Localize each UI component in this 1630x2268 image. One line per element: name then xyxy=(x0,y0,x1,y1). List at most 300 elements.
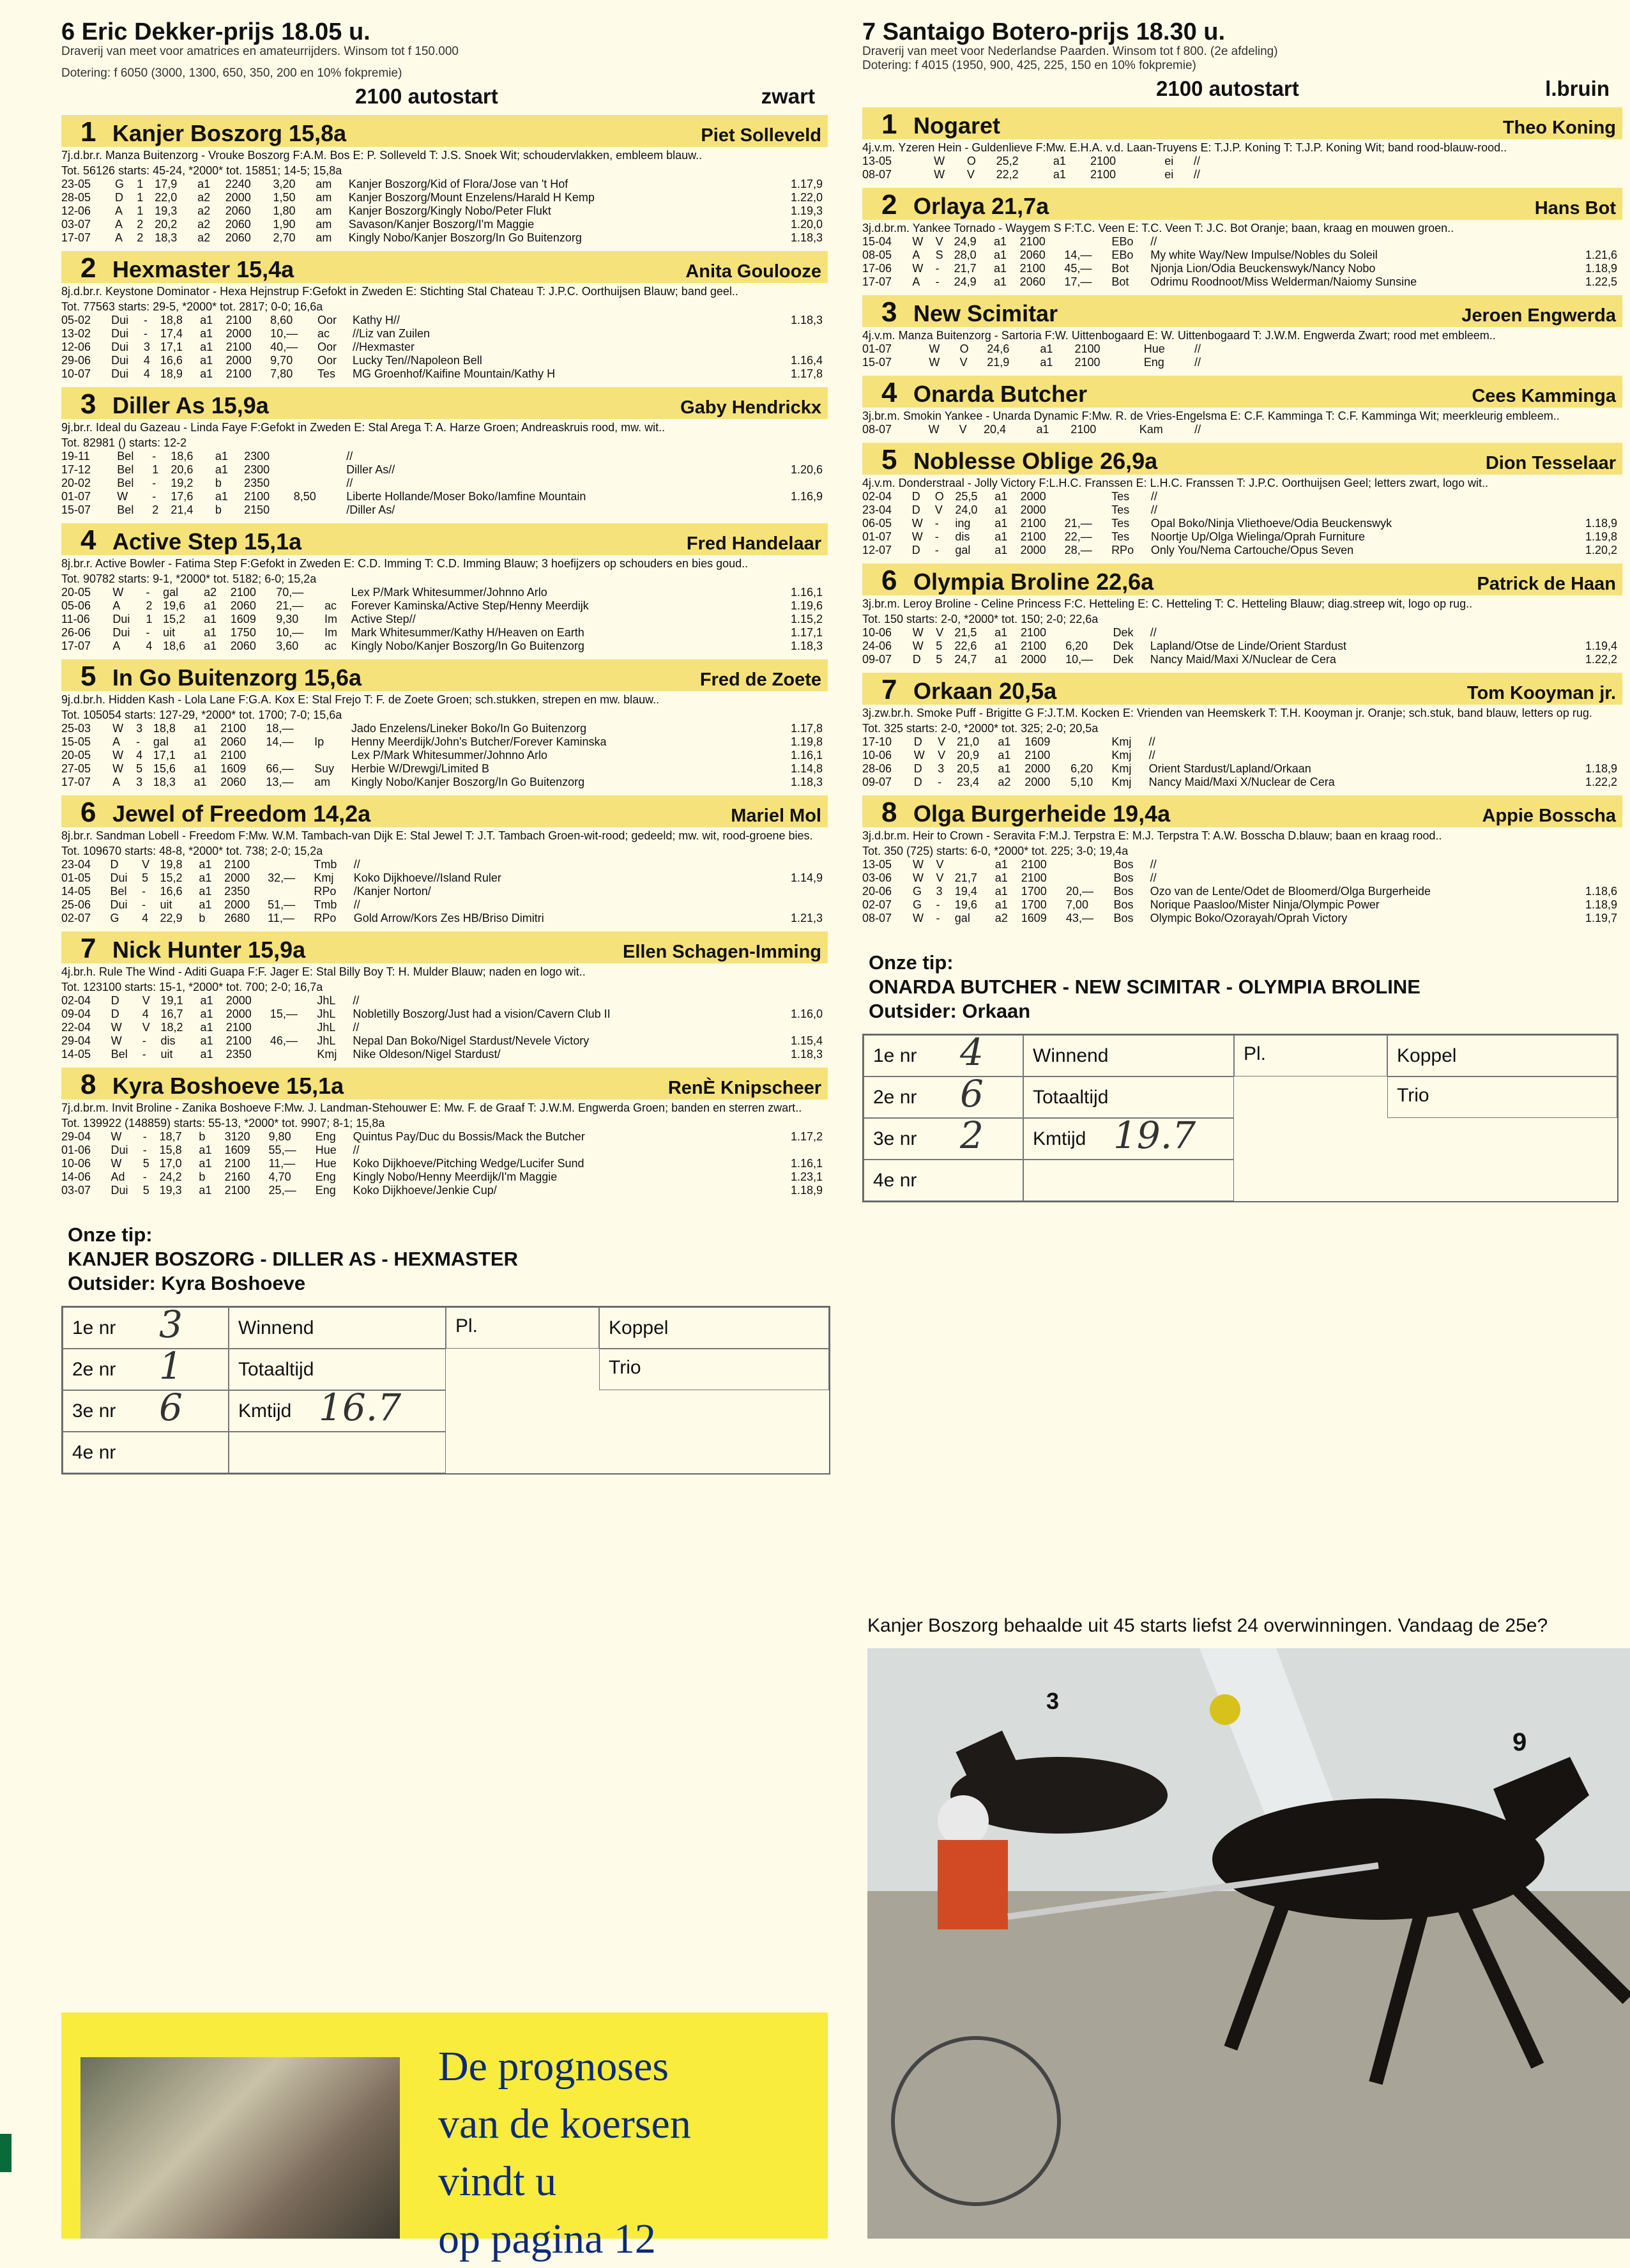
run-cell: W xyxy=(110,1130,122,1143)
run-row xyxy=(862,735,1622,749)
run-cell: 24,7 xyxy=(954,653,977,666)
race-conditions: Draverij van meet voor amatrices en amateurrijders. Winsom tot f 150.000 xyxy=(61,45,459,58)
run-cell: 20-05 xyxy=(61,586,91,599)
run-cell: 1.16,1 xyxy=(790,1157,823,1170)
run-cell: 14-05 xyxy=(61,1048,91,1061)
run-cell: Oor xyxy=(317,354,337,367)
run-cell: D xyxy=(911,503,920,516)
run-cell: 2000 xyxy=(224,871,250,884)
run-row xyxy=(862,858,1622,871)
horse-driver: Piet Solleveld xyxy=(701,125,821,146)
run-cell: a1 xyxy=(204,613,217,625)
horse-number: 5 xyxy=(881,444,897,475)
run-cell: 19,4 xyxy=(954,885,977,898)
run-cell: 5,10 xyxy=(1070,776,1093,788)
run-cell: Koko Dijkhoeve/Jenkie Cup/ xyxy=(353,1184,497,1197)
horse-pedigree: 3j.d.br.m. Heir to Crown - Seravita F:M.J. Terpstra E: M.J. Terpstra T: A.W. Bosscha D.blauw; baan en kraag rood.. xyxy=(862,829,1442,842)
handwritten-1: 3 xyxy=(159,1303,183,1346)
horse-driver: Anita Goulooze xyxy=(685,261,821,282)
run-cell: 1.18,9 xyxy=(790,1184,823,1197)
run-cell xyxy=(1066,858,1114,871)
run-cell: Dui xyxy=(112,613,130,625)
run-cell: - xyxy=(935,262,940,275)
run-cell: A xyxy=(115,218,123,231)
run-cell: Eng xyxy=(1143,356,1164,369)
run-cell: 21,7 xyxy=(954,871,977,884)
horse-pedigree: 8j.br.r. Active Bowler - Fatima Step F:Gefokt in Zweden E: C.D. Imming T: C.D. Imming Blauw; 3 hoefijzers op schouders en bies goud.. xyxy=(61,557,749,570)
run-cell: 29-04 xyxy=(61,1034,91,1047)
race-title: 7 Santaigo Botero-prijs 18.30 u. xyxy=(862,19,1226,45)
run-cell: O xyxy=(959,342,969,355)
run-cell xyxy=(775,858,828,871)
run-cell xyxy=(1612,356,1622,369)
run-cell xyxy=(270,994,317,1008)
run-cell: a1 xyxy=(994,235,1007,248)
run-cell: 19-11 xyxy=(61,450,90,463)
horse-name: Kyra Boshoeve 15,1a xyxy=(112,1073,344,1099)
run-cell: b xyxy=(215,477,222,489)
run-cell: O xyxy=(934,490,944,503)
run-cell xyxy=(774,1021,828,1034)
horse-name: Orlaya 21,7a xyxy=(913,193,1049,219)
run-cell: 29-06 xyxy=(61,354,91,367)
run-cell: Bot xyxy=(1111,275,1129,288)
run-row xyxy=(862,342,1622,356)
run-cell: a1 xyxy=(1053,155,1066,167)
run-cell xyxy=(1569,235,1622,249)
run-row xyxy=(61,858,828,871)
run-cell: gal xyxy=(955,544,971,556)
run-cell: Liberte Hollande/Moser Boko/Iamfine Mountain xyxy=(346,490,586,503)
run-cell: 1,80 xyxy=(273,204,296,217)
run-cell: 15,6 xyxy=(153,762,176,775)
run-cell: Nobletilly Boszorg/Just had a vision/Cavern Club II xyxy=(353,1008,611,1020)
handwritten-3: 6 xyxy=(159,1386,183,1429)
horse-header xyxy=(862,295,1622,327)
recent-runs-table xyxy=(862,155,1622,181)
run-row xyxy=(862,249,1622,262)
run-cell: 1.14,8 xyxy=(790,762,823,775)
run-cell: a1 xyxy=(994,626,1008,639)
run-cell: 24,9 xyxy=(954,235,977,248)
run-cell: 29-04 xyxy=(61,1130,91,1143)
run-cell: 21,4 xyxy=(171,503,194,516)
tip-block xyxy=(61,1223,828,1296)
run-cell: W xyxy=(913,871,924,884)
run-cell: 1.18,3 xyxy=(790,231,823,244)
form-totaaltijd[interactable]: Totaaltijd xyxy=(1023,1077,1234,1118)
run-row xyxy=(61,341,828,354)
horse-number: 6 xyxy=(881,565,897,596)
run-cell: 2000 xyxy=(1021,653,1047,666)
run-cell: 1700 xyxy=(1021,898,1047,911)
run-cell: 4 xyxy=(142,1008,149,1020)
run-cell: Odrimu Roodnoot/Miss Welderman/Naiomy Sunsine xyxy=(1150,275,1417,288)
horse-name: New Scimitar xyxy=(913,300,1058,326)
run-cell: // xyxy=(1193,155,1200,167)
run-row xyxy=(61,626,828,640)
run-cell: 1 xyxy=(137,204,144,217)
run-row xyxy=(862,640,1622,653)
run-cell: 17-10 xyxy=(862,735,892,748)
run-cell: 05-06 xyxy=(61,599,91,612)
run-cell: 2000 xyxy=(1020,544,1046,556)
run-cell: - xyxy=(936,898,940,911)
run-cell: Herbie W/Drewgi/Limited B xyxy=(351,762,489,775)
run-cell: 1.18,9 xyxy=(1585,517,1617,530)
form-kmtijd[interactable]: Kmtijd 19.7 xyxy=(1023,1118,1234,1160)
form-empty[interactable] xyxy=(1023,1160,1234,1201)
run-cell: 1.18,3 xyxy=(790,314,823,326)
run-cell: gal xyxy=(153,735,169,748)
run-cell: 70,— xyxy=(276,586,304,599)
race-distance-row xyxy=(1156,77,1610,101)
form-row-4-label: 4e nr xyxy=(864,1160,1023,1201)
run-cell: a1 xyxy=(194,749,207,762)
form-kmtijd[interactable]: Kmtijd 16.7 xyxy=(229,1390,446,1432)
tip-outsider: Outsider: Kyra Boshoeve xyxy=(68,1272,306,1294)
run-cell: 55,— xyxy=(268,1144,296,1156)
run-cell: a1 xyxy=(994,517,1008,530)
run-cell: /Kanjer Norton/ xyxy=(353,885,431,898)
handwritten-2: 6 xyxy=(960,1072,984,1115)
run-cell: a1 xyxy=(998,735,1011,748)
run-cell: 2100 xyxy=(225,314,252,326)
run-cell: 14,— xyxy=(1064,249,1092,261)
horse-stats: Tot. 150 starts: 2-0, *2000* tot. 150; 2-0; 22,6a xyxy=(862,613,1099,625)
run-row xyxy=(61,1144,828,1157)
edge-tab xyxy=(0,2134,11,2172)
run-cell: Tes xyxy=(317,367,335,380)
run-cell: a1 xyxy=(215,490,228,503)
tip-label: Onze tip: xyxy=(68,1223,153,1246)
horse-name: Diller As 15,9a xyxy=(112,392,269,418)
run-cell: a1 xyxy=(200,1034,213,1047)
run-row xyxy=(61,450,828,463)
run-cell: Norique Paasloo/Mister Ninja/Olympic Power xyxy=(1150,898,1380,911)
run-row xyxy=(61,204,828,218)
horse-pedigree: 4j.v.m. Donderstraal - Jolly Victory F:L.H.C. Franssen E: L.H.C. Franssen T: J.P.C. Oorthuijsen Geel; letters zwart, logo wit.. xyxy=(862,477,1489,489)
run-cell: 17,0 xyxy=(159,1157,182,1170)
run-cell: 25-03 xyxy=(61,722,91,735)
run-row xyxy=(862,898,1622,912)
run-cell: - xyxy=(142,1130,147,1143)
run-cell: - xyxy=(934,517,939,530)
run-cell: 17-07 xyxy=(862,275,892,288)
run-cell: W xyxy=(912,262,924,275)
run-cell: Dek xyxy=(1113,626,1134,639)
run-cell: 08-05 xyxy=(862,249,892,261)
horse-header xyxy=(61,251,828,283)
run-cell: 17,— xyxy=(1064,275,1092,288)
run-cell: 1.16,4 xyxy=(790,354,823,367)
run-cell: Bos xyxy=(1113,858,1134,871)
run-cell: 22-04 xyxy=(61,1021,91,1034)
horse-number: 2 xyxy=(80,252,96,284)
race-7-column xyxy=(862,0,1622,1202)
run-cell: am xyxy=(314,776,331,788)
run-cell: 1609 xyxy=(220,762,247,775)
run-cell: ing xyxy=(955,517,971,530)
run-cell: a2 xyxy=(197,218,211,231)
run-cell: - xyxy=(152,477,156,489)
horse-pedigree: 3j.br.m. Leroy Broline - Celine Princess F:C. Hetteling E: C. Hetteling T: C. Hetteling Blauw; diag.streep wit, logo op rug.. xyxy=(862,597,1473,610)
form-winnend[interactable]: Winnend xyxy=(1023,1035,1234,1077)
tip-horses: KANJER BOSZORG - DILLER AS - HEXMASTER xyxy=(68,1248,518,1270)
horse-entry xyxy=(862,795,1622,925)
run-cell: G xyxy=(115,178,125,190)
run-cell: a1 xyxy=(994,858,1008,871)
run-cell: Nike Oldeson/Nigel Stardust/ xyxy=(353,1048,501,1061)
run-cell: 20,4 xyxy=(983,423,1007,436)
run-cell: Kathy H// xyxy=(352,314,400,326)
run-cell xyxy=(1065,490,1111,503)
run-row xyxy=(61,1048,828,1061)
run-cell: a1 xyxy=(994,275,1007,288)
run-cell: Bel xyxy=(117,503,134,516)
run-row xyxy=(61,640,828,653)
run-cell: 1700 xyxy=(1021,885,1047,898)
run-cell: b xyxy=(199,1130,206,1143)
run-cell: Lapland/Otse de Linde/Orient Stardust xyxy=(1150,640,1346,652)
run-cell: W xyxy=(112,762,124,775)
recent-runs-table xyxy=(862,235,1622,289)
run-cell: Kingly Nobo/Kanjer Boszorg/In Go Buitenzorg xyxy=(351,640,584,652)
horse-driver: Patrick de Haan xyxy=(1477,574,1616,594)
run-cell: 19,1 xyxy=(160,994,183,1007)
run-cell: 2100 xyxy=(224,1184,250,1197)
horse-header xyxy=(61,931,828,963)
run-cell: b xyxy=(199,1170,206,1183)
tip-horses: ONARDA BUTCHER - NEW SCIMITAR - OLYMPIA BROLINE xyxy=(869,976,1421,998)
run-cell: a2 xyxy=(204,586,217,599)
run-row xyxy=(61,898,828,912)
run-cell: // xyxy=(353,994,360,1007)
run-cell: 9,80 xyxy=(268,1130,291,1143)
run-cell: 28-06 xyxy=(862,762,892,775)
form-koppel[interactable]: Koppel xyxy=(1387,1035,1617,1077)
run-cell: 18,8 xyxy=(153,722,176,735)
run-cell: 24,9 xyxy=(954,275,977,288)
run-cell: a2 xyxy=(998,776,1011,788)
run-cell: a1 xyxy=(194,722,207,735)
run-cell xyxy=(338,503,346,517)
run-cell: 01-07 xyxy=(61,490,91,503)
run-cell: 18,— xyxy=(266,722,294,735)
horse-pedigree: 4j.v.m. Manza Buitenzorg - Sartoria F:W. Uittenbogaard E: W. Uittenbogaard T: J.W.M. Engwerda Zwart; rood met embleem.. xyxy=(862,329,1496,342)
run-cell: 2100 xyxy=(1021,640,1047,652)
run-cell: 1.15,4 xyxy=(790,1034,823,1047)
run-cell: Kmj xyxy=(314,871,334,884)
run-cell: W xyxy=(912,235,924,248)
run-cell xyxy=(1613,423,1622,436)
run-cell: A xyxy=(115,204,123,217)
run-cell: 9,30 xyxy=(276,613,299,625)
run-cell: a1 xyxy=(998,749,1011,762)
run-cell xyxy=(1612,342,1622,356)
form-totaaltijd[interactable]: Totaaltijd xyxy=(229,1349,446,1390)
run-row xyxy=(61,1034,828,1048)
run-cell: gal xyxy=(954,912,970,924)
run-cell: a1 xyxy=(994,530,1008,543)
run-cell: Tes xyxy=(1111,503,1130,516)
race-distance: 2100 autostart xyxy=(1156,77,1299,100)
run-cell: O xyxy=(966,155,976,167)
run-cell: 4,70 xyxy=(268,1170,291,1183)
run-cell xyxy=(1611,168,1622,181)
run-cell: My white Way/New Impulse/Nobles du Soleil xyxy=(1150,249,1378,261)
run-cell: - xyxy=(935,275,940,288)
horse-number: 4 xyxy=(881,377,897,408)
run-cell: - xyxy=(146,626,150,639)
horse-entry xyxy=(862,376,1622,436)
run-cell xyxy=(1129,423,1139,436)
run-cell: V xyxy=(142,858,150,871)
run-cell: 2100 xyxy=(1024,749,1051,762)
run-cell xyxy=(1070,735,1111,749)
run-cell xyxy=(774,994,828,1008)
run-cell: Opal Boko/Ninja Vliethoeve/Odia Beuckenswyk xyxy=(1150,517,1392,530)
run-cell: 22,0 xyxy=(155,191,178,204)
run-cell: 20-05 xyxy=(61,749,91,762)
run-cell: 2000 xyxy=(225,354,252,367)
run-cell: 17,1 xyxy=(153,749,176,762)
run-cell: 26-06 xyxy=(61,626,91,639)
run-cell: 11,— xyxy=(268,912,294,924)
run-row xyxy=(862,885,1622,898)
run-cell: 15,2 xyxy=(160,871,183,884)
form-trio[interactable]: Trio xyxy=(1387,1077,1617,1118)
recent-runs-table xyxy=(862,490,1622,557)
run-cell: a1 xyxy=(1040,342,1053,355)
form-empty[interactable] xyxy=(229,1432,446,1473)
run-cell: RPo xyxy=(1111,544,1134,556)
run-cell: 28-05 xyxy=(61,191,91,204)
run-cell: 2100 xyxy=(230,586,256,599)
run-cell: W xyxy=(911,530,923,543)
horse-stats: Tot. 90782 starts: 9-1, *2000* tot. 5182; 6-0; 15,2a xyxy=(61,572,317,585)
run-cell: 2160 xyxy=(224,1170,250,1183)
run-cell: 15-04 xyxy=(862,235,892,248)
run-cell: - xyxy=(934,544,939,556)
run-cell: 2100 xyxy=(244,490,270,503)
run-cell: V xyxy=(966,168,975,181)
horse-name: Orkaan 20,5a xyxy=(913,678,1057,704)
horse-name: Hexmaster 15,4a xyxy=(112,256,294,282)
run-cell: 08-07 xyxy=(862,423,892,436)
run-row xyxy=(862,490,1622,503)
run-cell: Bot xyxy=(1111,262,1129,275)
run-cell: 15-07 xyxy=(862,356,892,369)
run-cell: Im xyxy=(324,613,338,625)
form-pl[interactable]: Pl. xyxy=(446,1307,599,1349)
run-cell: 1 xyxy=(137,178,144,190)
run-cell: 09-07 xyxy=(862,653,892,666)
run-cell xyxy=(1568,871,1622,885)
run-cell: 9,70 xyxy=(270,354,293,367)
run-cell xyxy=(324,586,351,599)
horse-header xyxy=(61,1068,828,1100)
run-cell: 25,— xyxy=(268,1184,296,1197)
run-cell: V xyxy=(936,858,944,871)
run-cell: V xyxy=(142,994,150,1007)
run-cell: ac xyxy=(324,640,337,652)
recent-runs-table xyxy=(862,342,1622,369)
run-cell: 12-06 xyxy=(61,341,91,353)
run-cell: Henny Meerdijk/John's Butcher/Forever Kaminska xyxy=(351,735,607,748)
run-row xyxy=(61,178,828,191)
run-cell: V xyxy=(142,1021,150,1034)
run-cell: 11-06 xyxy=(61,613,90,625)
horse-name: Jewel of Freedom 14,2a xyxy=(112,801,371,827)
form-trio[interactable]: Trio xyxy=(599,1349,829,1390)
run-cell: 1.17,9 xyxy=(790,178,823,190)
run-cell: // xyxy=(353,1144,360,1156)
horse-header xyxy=(61,387,828,419)
run-cell: a1 xyxy=(994,249,1007,261)
form-pl[interactable]: Pl. xyxy=(1234,1035,1387,1077)
run-cell xyxy=(1567,749,1622,762)
run-cell: 1.22,2 xyxy=(1585,653,1617,666)
run-cell: 1.18,6 xyxy=(1585,885,1617,898)
horse-header xyxy=(862,443,1622,475)
run-cell: Kmj xyxy=(1111,762,1132,775)
run-cell xyxy=(1154,168,1165,181)
run-cell: Ozo van de Lente/Odet de Bloomerd/Olga Burgerheide xyxy=(1150,885,1431,898)
run-row xyxy=(862,871,1622,885)
run-cell: 2000 xyxy=(225,327,252,340)
horse-number: 4 xyxy=(80,525,96,556)
run-cell: 28,0 xyxy=(954,249,977,261)
handwritten-1: 4 xyxy=(960,1031,984,1074)
run-cell: 1 xyxy=(137,191,144,204)
run-cell: - xyxy=(152,490,156,503)
run-cell: 1.22,5 xyxy=(1585,275,1617,288)
run-cell: 45,— xyxy=(1064,262,1092,275)
run-cell: - xyxy=(142,1034,146,1047)
run-cell: 2 xyxy=(146,599,153,612)
run-cell: 22,2 xyxy=(996,168,1019,181)
run-cell: a1 xyxy=(994,544,1008,556)
run-cell: 32,— xyxy=(268,871,296,884)
run-cell: 14-05 xyxy=(61,885,91,898)
form-winnend[interactable]: Winnend xyxy=(229,1307,446,1349)
run-cell: a1 xyxy=(194,776,207,788)
run-cell: W xyxy=(913,858,924,871)
promo-box xyxy=(61,2012,828,2262)
run-cell: b xyxy=(199,912,206,924)
run-cell: 03-06 xyxy=(862,871,892,884)
run-cell: Active Step// xyxy=(351,613,416,625)
run-cell: a1 xyxy=(200,341,213,353)
run-cell: 6,20 xyxy=(1065,640,1088,652)
run-cell: 20-02 xyxy=(61,477,91,489)
run-cell: 24-06 xyxy=(862,640,892,652)
run-cell: 2060 xyxy=(1019,275,1046,288)
run-cell: Lex P/Mark Whitesummer/Johnno Arlo xyxy=(351,749,548,762)
run-cell: 22,9 xyxy=(160,912,183,924)
run-row xyxy=(61,218,828,231)
run-cell: 2150 xyxy=(244,503,270,516)
run-row xyxy=(862,262,1622,275)
run-cell: a1 xyxy=(994,898,1008,911)
form-koppel[interactable]: Koppel xyxy=(599,1307,829,1349)
run-cell: 16,7 xyxy=(160,1008,183,1020)
run-cell: Suy xyxy=(314,762,335,775)
run-cell: 1.18,9 xyxy=(1585,262,1617,275)
horse-driver: Hans Bot xyxy=(1534,198,1616,218)
run-cell: A xyxy=(112,735,121,748)
